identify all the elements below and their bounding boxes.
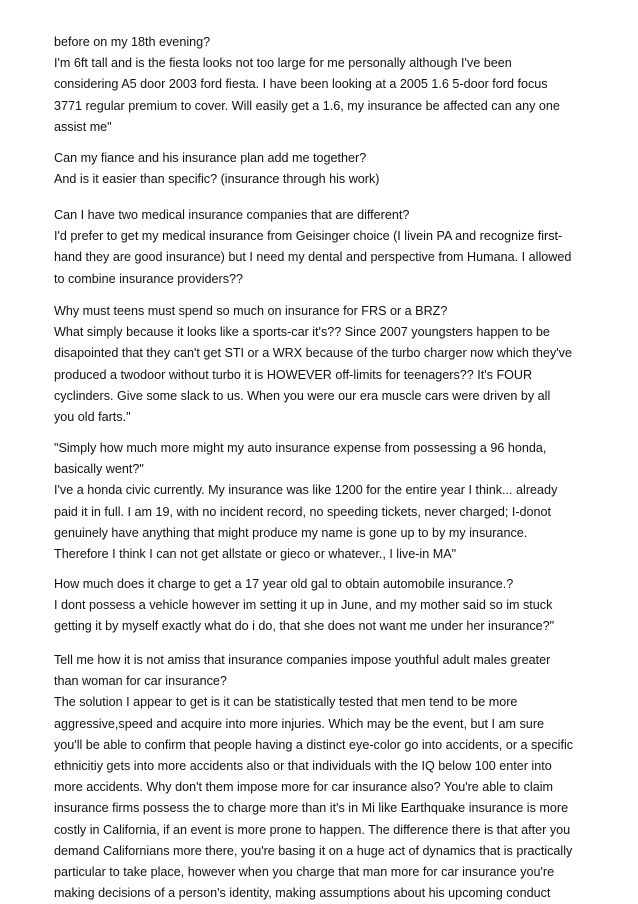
text-line: making decisions of a person's identity, making assumptions about his upcoming conduct bbox=[54, 886, 551, 901]
text-line: getting it by myself exactly what do i do, that she does not want me under her insurance?" bbox=[54, 619, 555, 634]
text-line: costly in California, if an event is more prone to happen. The difference there is that after you bbox=[54, 822, 571, 837]
text-line: considering A5 door 2003 ford fiesta. I have been looking at a 2005 1.6 5-door ford focus bbox=[54, 77, 548, 92]
text-line: Why must teens must spend so much on insurance for FRS or a BRZ? bbox=[54, 304, 448, 318]
text-line: I'm 6ft tall and is the fiesta looks not too large for me personally although I've been bbox=[54, 56, 512, 71]
paragraph-5 bbox=[54, 438, 594, 565]
text-line: Can I have two medical insurance companies that are different? bbox=[54, 208, 410, 222]
text-line: insurance firms possess the to charge more than it's in Mi like Earthquake insurance is more bbox=[54, 801, 569, 816]
text-line: I'd prefer to get my medical insurance from Geisinger choice (I livein PA and recognize first- bbox=[54, 229, 563, 244]
text-line: assist me" bbox=[54, 119, 112, 134]
paragraph-4 bbox=[54, 301, 594, 428]
text-line: produced a twodoor without turbo it is HOWEVER off-limits for teenagers?? It's FOUR bbox=[54, 367, 533, 382]
text-line: I've a honda civic currently. My insurance was like 1200 for the entire year I think... already bbox=[54, 483, 558, 498]
text-line: hand they are good insurance) but I need my dental and perspective from Humana. I allowed bbox=[54, 250, 572, 265]
text-line: more accidents. Why don't them impose more for car insurance also? You're able to claim bbox=[54, 780, 554, 795]
text-line: aggressive,speed and acquire into more injuries. Which may be the event, but I am sure bbox=[54, 716, 545, 731]
text-line: Therefore I think I can not get allstate or gieco or whatever., I live-in MA" bbox=[54, 546, 457, 561]
text-line: demand Californians more there, you're basing it on a huge act of dynamics that is practically bbox=[54, 843, 573, 858]
text-line: And is it easier than specific? (insurance through his work) bbox=[54, 172, 380, 187]
text-line: What simply because it looks like a sports-car it's?? Since 2007 youngsters happen to be bbox=[54, 325, 550, 340]
text-line: ethnicitiy gets into more accidents also or that individuals with the IQ below 100 enter into bbox=[54, 758, 552, 773]
text-line: before on my 18th evening? bbox=[54, 35, 211, 49]
text-line: particular to take place, however when you charge that man more for car insurance you're bbox=[54, 864, 555, 879]
paragraph-6 bbox=[54, 574, 594, 638]
paragraph-7 bbox=[54, 650, 594, 904]
text-line: paid it in full. I am 19, with no incident record, no speeding tickets, never charged; I-donot bbox=[54, 504, 552, 519]
text-line: 3771 regular premium to cover. Will easily get a 1.6, my insurance be affected can any one bbox=[54, 98, 560, 113]
text-line: than woman for car insurance? bbox=[54, 674, 227, 689]
text-line: basically went?" bbox=[54, 462, 144, 477]
text-line: "Simply how much more might my auto insurance expense from possessing a 96 honda, bbox=[54, 441, 547, 455]
text-line: cyclinders. Give some slack to us. When you were our era muscle cars were driven by all bbox=[54, 388, 551, 403]
text-line: The solution I appear to get is it can be statistically tested that men tend to be more bbox=[54, 695, 518, 710]
paragraph-2 bbox=[54, 148, 594, 190]
text-line: genuinely have anything that might produce my name is gone up to by my insurance. bbox=[54, 525, 528, 540]
text-line: to combine insurance providers?? bbox=[54, 271, 244, 286]
paragraph-1 bbox=[54, 32, 594, 138]
paragraph-3 bbox=[54, 205, 594, 290]
text-line: disapointed that they can't get STI or a WRX because of the turbo charger now which they've bbox=[54, 346, 572, 361]
text-line: I dont possess a vehicle however im setting it up in June, and my mother said so im stuck bbox=[54, 598, 553, 613]
text-line: How much does it charge to get a 17 year old gal to obtain automobile insurance.? bbox=[54, 577, 514, 591]
text-line: you'll be able to confirm that people having a distinct eye-color go into accidents, or a specific bbox=[54, 737, 574, 752]
text-line: you old farts." bbox=[54, 409, 131, 424]
text-line: Can my fiance and his insurance plan add me together? bbox=[54, 151, 367, 165]
text-line: Tell me how it is not amiss that insurance companies impose youthful adult males greater bbox=[54, 653, 551, 667]
